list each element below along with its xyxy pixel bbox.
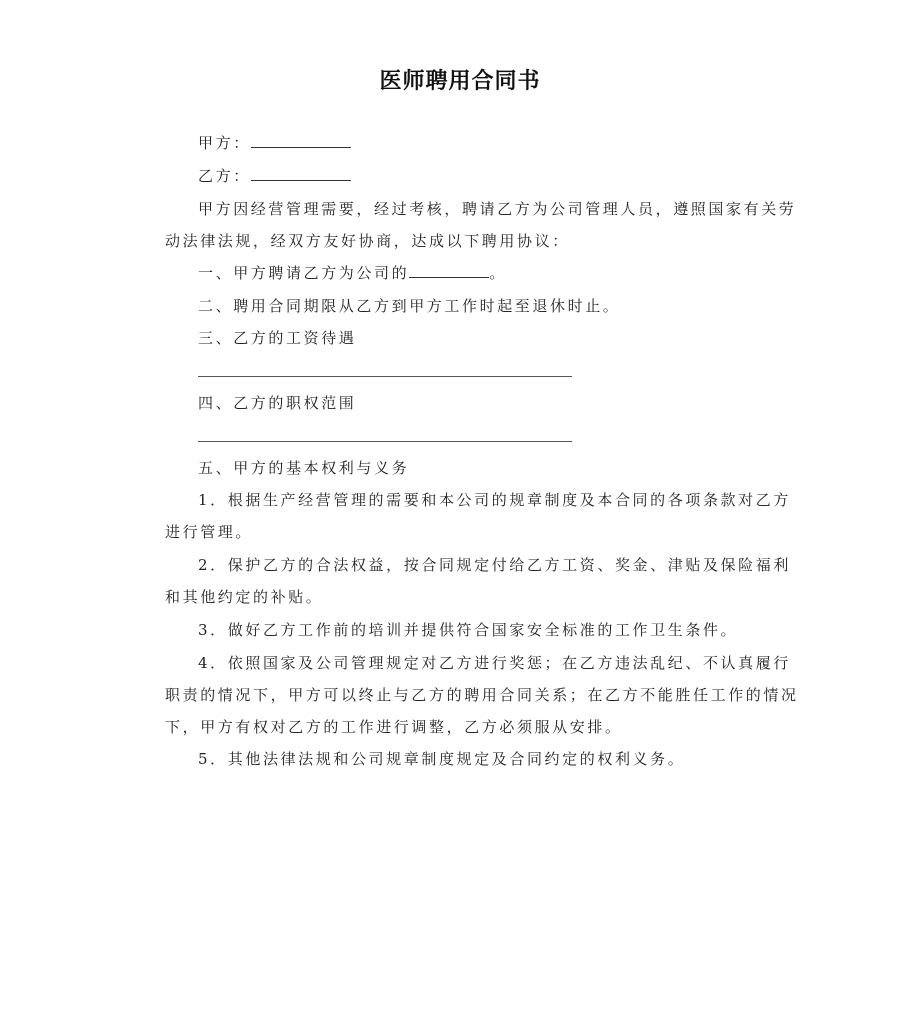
clause-5: 5．其他法律法规和公司规章制度规定及合同约定的权利义务。 [198,750,686,768]
item-3: 三、乙方的工资待遇 [198,329,357,347]
party-b-blank [251,166,351,181]
item-1 [198,263,507,283]
clause-1-line-2: 进行管理。 [165,523,254,541]
clause-4-line-3: 下，甲方有权对乙方的工作进行调整，乙方必须服从安排。 [165,718,623,736]
document-title: 医师聘用合同书 [379,69,541,94]
item-1-blank [409,263,489,278]
clause-4-line-1: 4．依照国家及公司管理规定对乙方进行奖惩；在乙方违法乱纪、不认真履行 [198,654,791,672]
item-1-suffix: 。 [489,264,507,282]
item-4: 四、乙方的职权范围 [198,394,357,412]
intro-line-2: 动法律法规，经双方友好协商，达成以下聘用协议： [165,232,570,250]
clause-1-line-1: 1．根据生产经营管理的需要和本公司的规章制度及本合同的各项条款对乙方 [198,491,791,509]
clause-3: 3．做好乙方工作前的培训并提供符合国家安全标准的工作卫生条件。 [198,621,739,639]
clause-4-line-2: 职责的情况下，甲方可以终止与乙方的聘用合同关系；在乙方不能胜任工作的情况 [165,686,799,704]
party-b-line [198,166,351,186]
item-2: 二、聘用合同期限从乙方到甲方工作时起至退休时止。 [198,297,621,315]
item-1-prefix: 一、甲方聘请乙方为公司的 [198,264,410,282]
party-a-label: 甲方： [198,134,251,152]
item-4-fill-line [198,441,572,442]
clause-2-line-2: 和其他约定的补贴。 [165,588,324,606]
party-a-blank [251,133,351,148]
intro-line-1: 甲方因经营管理需要，经过考核，聘请乙方为公司管理人员，遵照国家有关劳 [198,200,797,218]
item-3-fill-line [198,376,572,377]
party-b-label: 乙方： [198,167,251,185]
clause-2-line-1: 2．保护乙方的合法权益，按合同规定付给乙方工资、奖金、津贴及保险福利 [198,556,791,574]
party-a-line [198,133,351,153]
item-5: 五、甲方的基本权利与义务 [198,459,410,477]
